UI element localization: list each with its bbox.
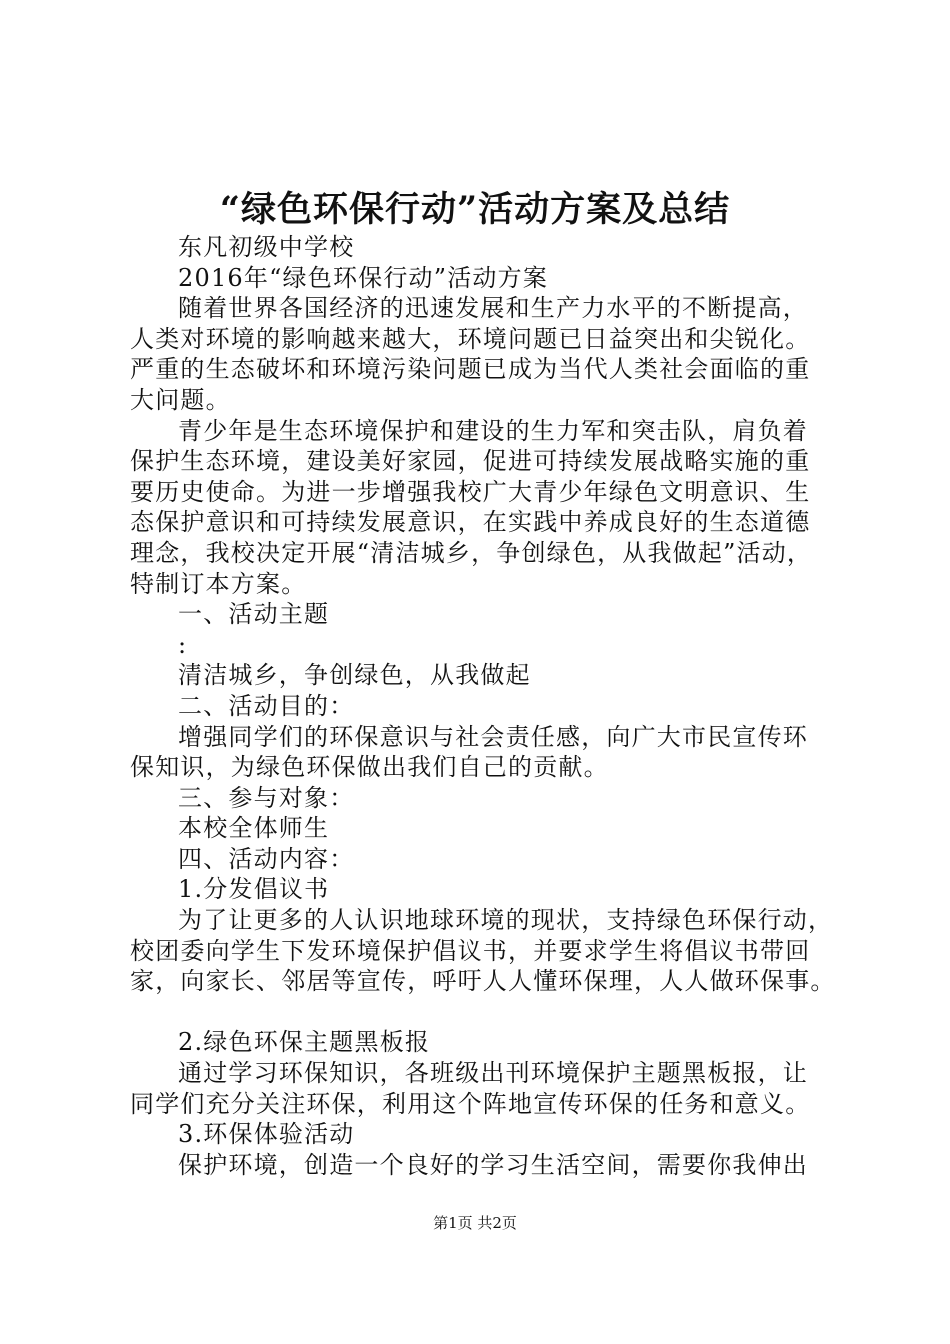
text-line: 要历史使命。为进一步增强我校广大青少年绿色文明意识、生 — [130, 477, 811, 506]
document-title: “绿色环保行动”活动方案及总结 — [219, 189, 731, 230]
text-line: 东凡初级中学校 — [178, 233, 355, 261]
text-line: 通过学习环保知识，各班级出刊环境保护主题黑板报，让 — [178, 1059, 808, 1088]
text-line: 保护生态环境，建设美好家园，促进可持续发展战略实施的重 — [130, 447, 811, 476]
document-body — [130, 232, 846, 1180]
text-line: 严重的生态破坏和环境污染问题已成为当代人类社会面临的重 — [130, 355, 811, 384]
text-line: 理念，我校决定开展“清洁城乡，争创绿色，从我做起”活动， — [130, 538, 813, 567]
text-line: 四、活动内容： — [178, 844, 355, 873]
text-line: 清洁城乡，争创绿色，从我做起 — [178, 661, 531, 690]
text-line: 3.环保体验活动 — [178, 1120, 355, 1149]
text-line: 三、参与对象： — [178, 783, 355, 812]
text-line: 增强同学们的环保意识与社会责任感，向广大市民宣传环 — [178, 722, 808, 751]
text-line: 2016年“绿色环保行动”活动方案 — [178, 263, 549, 292]
blank-line — [130, 997, 846, 1028]
text-line: 家，向家长、邻居等宣传，呼吁人人懂环保理，人人做环保事。 — [130, 967, 836, 996]
text-line: 特制订本方案。 — [130, 569, 307, 598]
text-line: 为了让更多的人认识地球环境的现状，支持绿色环保行动， — [178, 906, 834, 935]
text-line: 校团委向学生下发环境保护倡议书，并要求学生将倡议书带回 — [130, 936, 811, 965]
page-footer: 第1页 共2页 — [433, 1214, 517, 1232]
text-line: 2.绿色环保主题黑板报 — [178, 1028, 431, 1057]
text-line: 态保护意识和可持续发展意识，在实践中养成良好的生态道德 — [130, 508, 811, 537]
text-line: 随着世界各国经济的迅速发展和生产力水平的不断提高， — [178, 294, 808, 323]
text-line: 大问题。 — [130, 385, 231, 414]
text-line: : — [178, 630, 188, 659]
text-line: 保知识，为绿色环保做出我们自己的贡献。 — [130, 753, 609, 782]
text-line: 一、活动主题 — [178, 600, 330, 629]
text-line: 同学们充分关注环保，利用这个阵地宣传环保的任务和意义。 — [130, 1089, 811, 1118]
text-line: 二、活动目的： — [178, 691, 355, 720]
text-line: 人类对环境的影响越来越大，环境问题已日益突出和尖锐化。 — [130, 324, 811, 353]
text-line: 本校全体师生 — [178, 814, 330, 843]
text-line: 青少年是生态环境保护和建设的生力军和突击队，肩负着 — [178, 416, 808, 445]
text-line: 1.分发倡议书 — [178, 875, 330, 904]
text-line: 保护环境，创造一个良好的学习生活空间，需要你我伸出 — [178, 1150, 808, 1179]
